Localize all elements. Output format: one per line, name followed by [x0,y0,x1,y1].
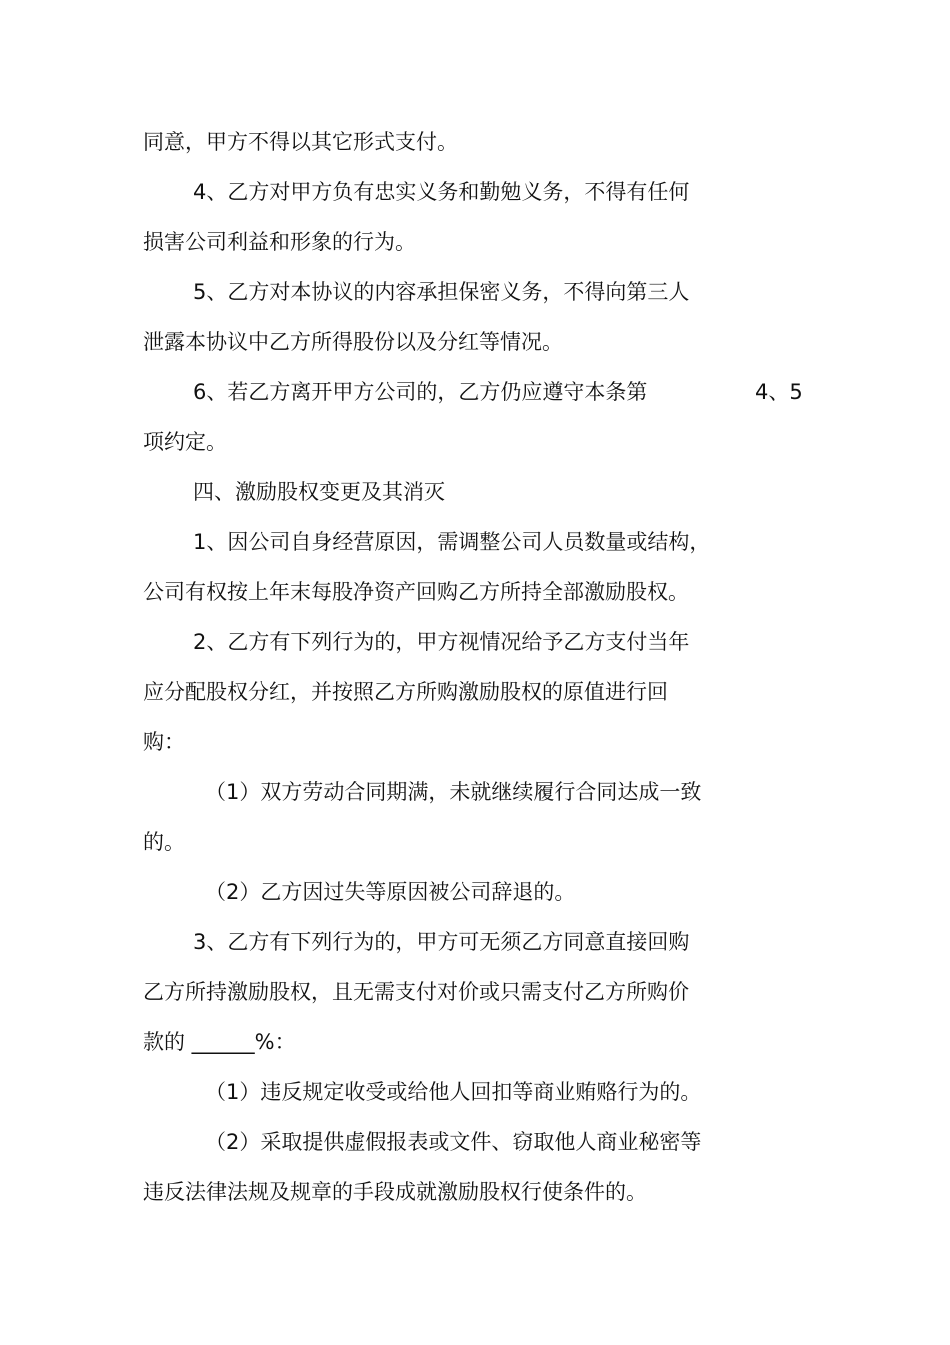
section-heading: 四、激励股权变更及其消灭 [193,480,445,504]
text-line-9: 公司有权按上年末每股净资产回购乙方所持全部激励股权。 [143,580,689,604]
text-line-5: 泄露本协议中乙方所得股份以及分红等情况。 [143,330,563,354]
text-line-4: 5、乙方对本协议的内容承担保密义务，不得向第三人 [193,280,690,304]
text-line-19: （1）违反规定收受或给他人回扣等商业贿赂行为的。 [205,1080,702,1104]
text-line-12: 购： [143,730,185,754]
text-line-6-tail: 4、5 [755,380,803,404]
text-line-2: 4、乙方对甲方负有忠实义务和勤勉义务，不得有任何 [193,180,690,204]
text-line-10: 2、乙方有下列行为的，甲方视情况给予乙方支付当年 [193,630,690,654]
text-line-20: （2）采取提供虚假报表或文件、窃取他人商业秘密等 [205,1130,702,1154]
text-line-13: （1）双方劳动合同期满，未就继续履行合同达成一致 [205,780,702,804]
text-line-3: 损害公司利益和形象的行为。 [143,230,416,254]
text-line-16: 3、乙方有下列行为的，甲方可无须乙方同意直接回购 [193,930,690,954]
text-line-6: 6、若乙方离开甲方公司的，乙方仍应遵守本条第 [193,380,648,404]
text-line-15: （2）乙方因过失等原因被公司辞退的。 [205,880,576,904]
text-line-18: 款的 ______%： [143,1030,296,1054]
text-line-1: 同意，甲方不得以其它形式支付。 [143,130,458,154]
text-line-7: 项约定。 [143,430,227,454]
text-line-8: 1、因公司自身经营原因，需调整公司人员数量或结构， [193,530,711,554]
text-line-21: 违反法律法规及规章的手段成就激励股权行使条件的。 [143,1180,647,1204]
text-line-11: 应分配股权分红，并按照乙方所购激励股权的原值进行回 [143,680,668,704]
text-line-17: 乙方所持激励股权，且无需支付对价或只需支付乙方所购价 [143,980,689,1004]
text-line-14: 的。 [143,830,185,854]
